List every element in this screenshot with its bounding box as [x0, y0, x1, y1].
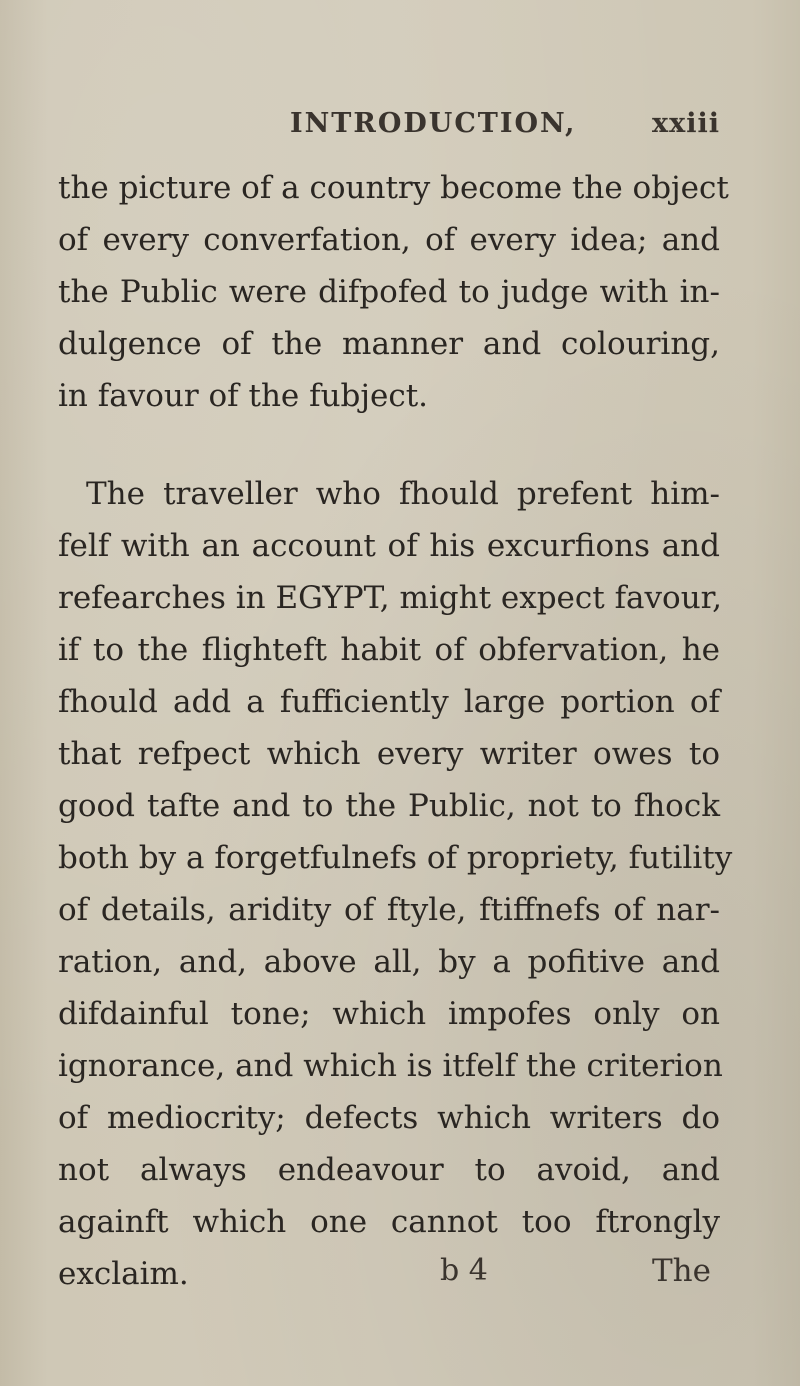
text-line: dulgence of the manner and colouring, [58, 326, 720, 362]
body-text [58, 162, 733, 1300]
text-line: in favour of the fubject. [58, 378, 429, 414]
paragraph-2 [58, 468, 733, 1300]
paragraph-1 [58, 162, 729, 422]
text-line: of mediocrity; defects which writers do [58, 1100, 720, 1136]
catchword: The [652, 1253, 711, 1289]
text-line: not always endeavour to avoid, and [58, 1152, 720, 1188]
page-header [0, 108, 800, 148]
text-line: ration, and, above all, by a pofitive and [58, 944, 720, 980]
running-head: INTRODUCTION, [290, 108, 577, 139]
text-line: difdainful tone; which impofes only on [58, 996, 720, 1032]
signature-mark: b 4 [440, 1253, 488, 1288]
text-line: of every converfation, of every idea; and [58, 222, 720, 258]
page-footer [0, 1253, 800, 1293]
text-line: refearches in EGYPT, might expect favour, [58, 580, 722, 616]
text-line: fhould add a fufficiently large portion of [58, 684, 720, 720]
paragraph-gap [58, 422, 720, 468]
text-line: both by a forgetfulnefs of propriety, futility [58, 840, 733, 876]
text-line: The traveller who fhould prefent him- [86, 476, 720, 512]
text-line: ignorance, and which is itfelf the criterion [58, 1048, 723, 1084]
text-line: againft which one cannot too ftrongly [58, 1204, 720, 1240]
text-line: exclaim. [58, 1256, 189, 1292]
page-number: xxiii [652, 108, 720, 139]
text-line: felf with an account of his excurfions and [58, 528, 720, 564]
text-line: the Public were difpofed to judge with in- [58, 274, 720, 310]
text-line: the picture of a country become the object [58, 170, 729, 206]
text-line: that refpect which every writer owes to [58, 736, 720, 772]
text-line: if to the flighteft habit of obfervation, he [58, 632, 720, 668]
text-line: good tafte and to the Public, not to fhock [58, 788, 720, 824]
text-line: of details, aridity of ftyle, ftiffnefs of nar- [58, 892, 720, 928]
